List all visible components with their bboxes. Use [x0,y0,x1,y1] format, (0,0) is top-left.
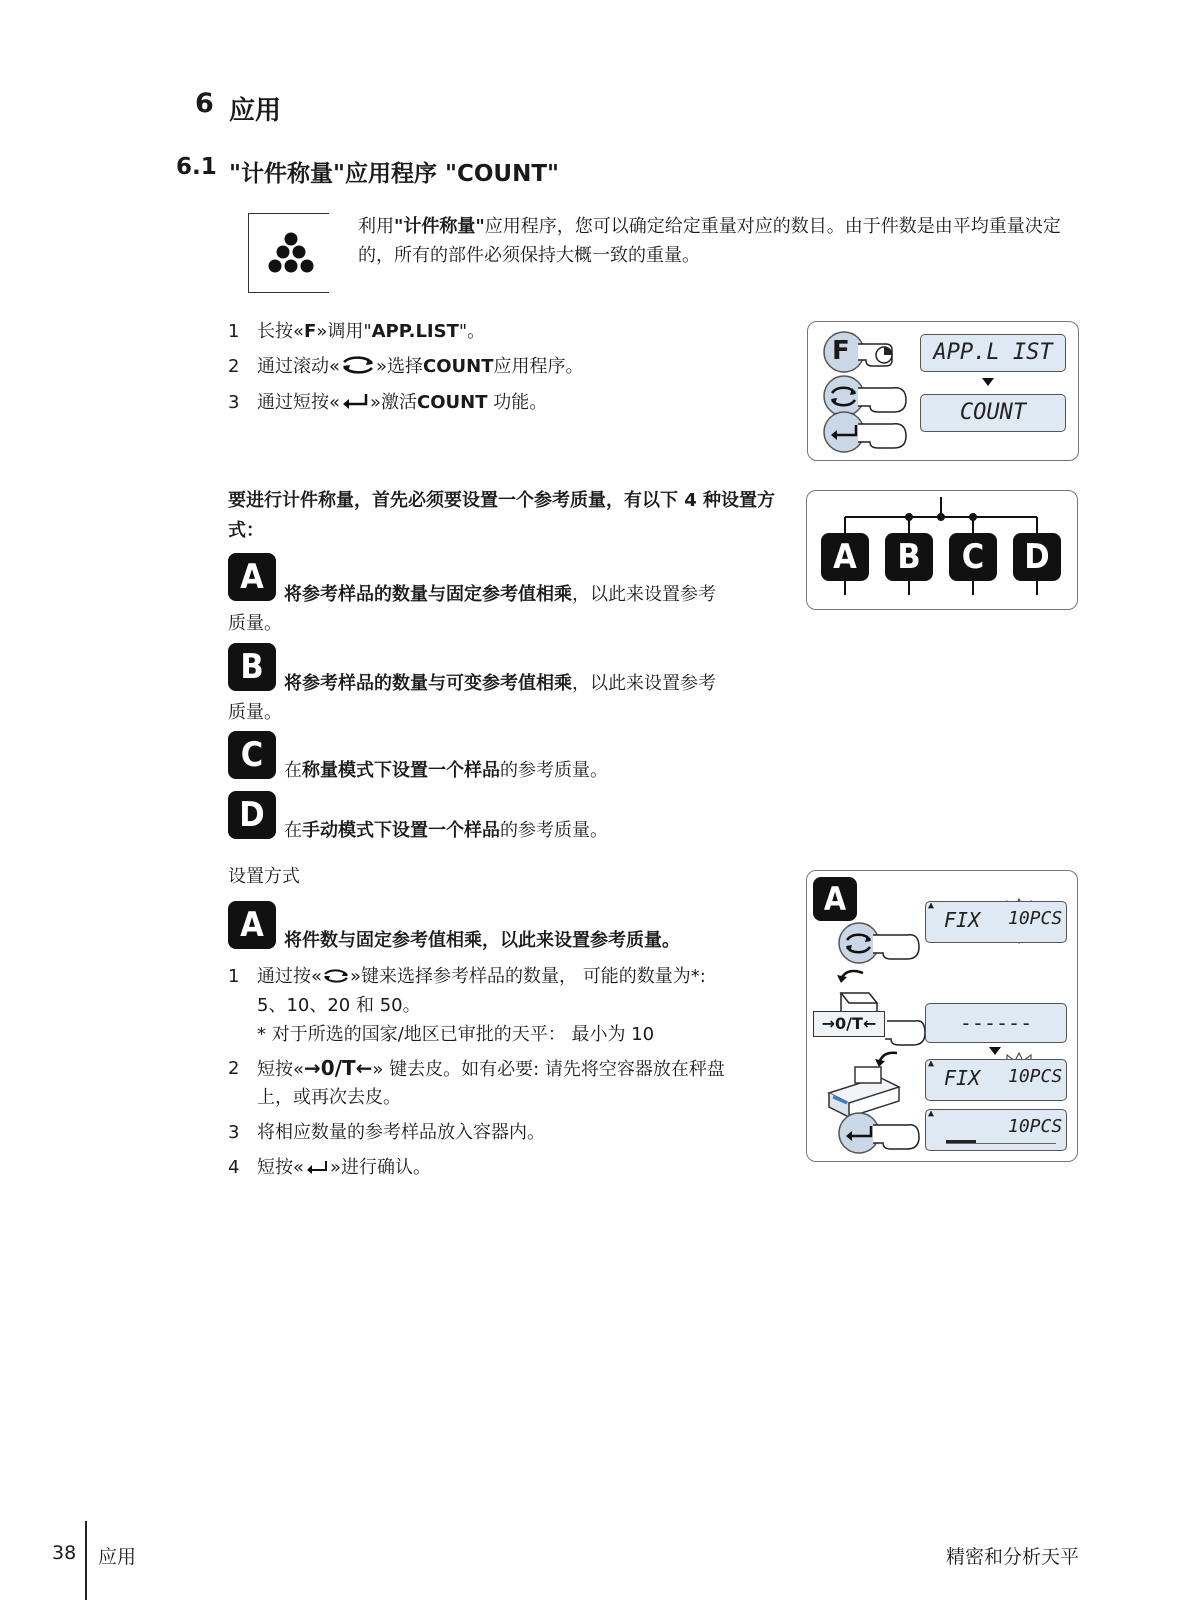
lcd-app-list: APP.L IST [920,334,1066,372]
mode-a-text: 将参考样品的数量与固定参考值相乘，以此来设置参考 [284,584,716,605]
tare-key-label: →0/T← [304,1056,373,1080]
mode-badge-b: B [228,643,276,691]
mode-a-cont: 质量。 [228,613,282,634]
method-step-1-values: 5、10、20 和 50。 [257,995,421,1016]
footer-divider [85,1521,87,1600]
modes-intro: 要进行计件称量，首先必须要设置一个参考质量，有以下 4 种设置方式： [228,490,776,541]
footer-chapter: 应用 [98,1546,137,1568]
count-indicator-icon: ▲ [928,1108,935,1119]
count-app-icon-box [248,213,329,293]
lcd-dashes: ------ [925,1003,1067,1043]
chapter-title: 应用 [229,96,282,126]
count-indicator-icon: ▲ [928,1058,935,1069]
intro-paragraph: 利用"计件称量"应用程序，您可以确定给定重量对应的数目。由于件数是由平均重量决定的，所有的部件必须保持大概一致的重量。 [358,216,1061,266]
tree-badge-d: D [1013,533,1061,581]
enter-key-icon [340,392,370,410]
mode-d-text: 在手动模式下设置一个样品的参考质量。 [284,820,608,841]
tare-key: →0/T← [813,1011,885,1037]
lcd-result: ▲ 10PCS [925,1109,1067,1151]
chapter-number: 6 [195,88,214,119]
method-title: 将件数与固定参考值相乘，以此来设置参考质量。 [284,930,680,951]
mode-badge-a: A [228,553,276,601]
mode-b-cont: 质量。 [228,702,282,723]
pile-of-pieces-icon [249,214,329,292]
count-indicator-icon: ▲ [928,900,935,911]
enter-key-icon [304,1159,330,1175]
section-title: "计件称量"应用程序 "COUNT" [229,161,559,187]
mode-badge-c: C [228,731,276,779]
mode-badge-d: D [228,791,276,839]
modes-tree-diagram [806,490,1078,610]
scroll-key-icon [340,355,376,375]
progress-track [946,1143,1056,1144]
tree-badge-b: B [885,533,933,581]
tree-badge-c: C [949,533,997,581]
lcd-fix-2: ▲ FIX 10PCS [925,1059,1067,1101]
method-label: 设置方式 [228,866,300,887]
method-step-2-cont: 上，或再次去皮。 [257,1087,401,1108]
method-step-1-note: * 对于所选的国家/地区已审批的天平： 最小为 10 [257,1024,655,1045]
mode-b-text: 将参考样品的数量与可变参考值相乘，以此来设置参考 [284,673,716,694]
section-number: 6.1 [176,154,217,180]
scroll-key-icon [322,968,350,984]
lcd-count: COUNT [920,394,1066,432]
mode-c-text: 在称量模式下设置一个样品的参考质量。 [284,760,608,781]
app-list-diagram [807,321,1079,461]
page-number: 38 [52,1542,77,1564]
diagram-badge-a: A [813,877,857,921]
lcd-fix-1: ▲ FIX 10PCS [925,901,1067,943]
tree-badge-a: A [821,533,869,581]
f-key-label: F [832,336,850,366]
method-badge-a: A [228,901,276,949]
footer-product: 精密和分析天平 [946,1546,1080,1568]
method-a-diagram [806,870,1078,1162]
